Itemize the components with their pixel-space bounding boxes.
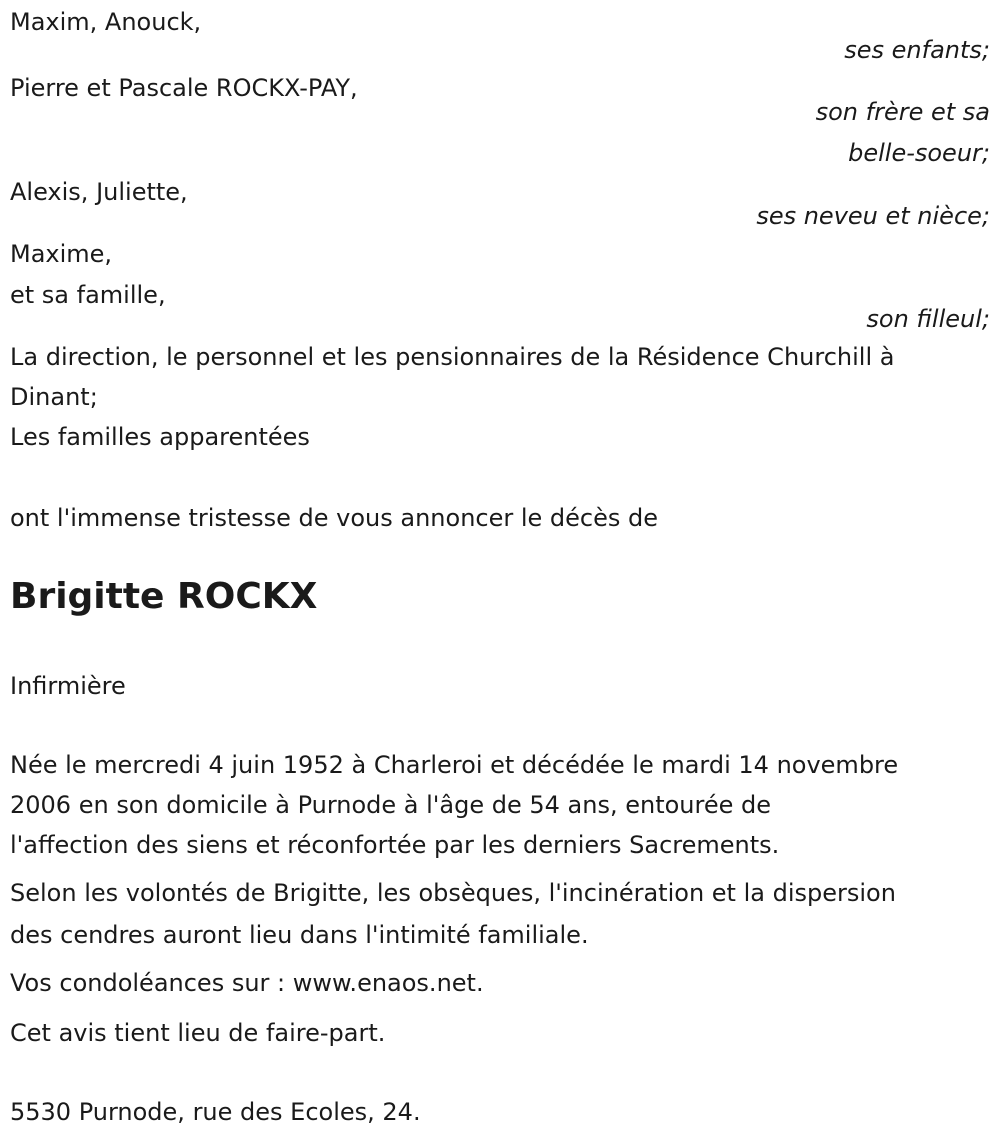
funeral-wishes-line2: des cendres auront lieu dans l'intimité familiale. [10,921,589,949]
condolences-text: Vos condoléances sur : www.enaos.net. [10,969,484,997]
address: 5530 Purnode, rue des Ecoles, 24. [10,1098,421,1126]
family-children-role: ses enfants; [844,36,990,64]
family-nephew-role: ses neveu et nièce; [756,202,990,230]
family-nephew-names: Alexis, Juliette, [10,178,188,206]
family-sibling-role-line2: belle-soeur; [848,139,990,167]
family-children-names: Maxim, Anouck, [10,8,202,36]
birth-death-details-line2: 2006 en son domicile à Purnode à l'âge de 54 ans, entourée de [10,791,771,819]
residence-staff-line1: La direction, le personnel et les pensionnaires de la Résidence Churchill à [10,343,895,371]
birth-death-details-line1: Née le mercredi 4 juin 1952 à Charleroi et décédée le mardi 14 novembre [10,751,899,779]
funeral-wishes-line1: Selon les volontés de Brigitte, les obsèques, l'incinération et la dispersion [10,879,896,907]
birth-death-details-line3: l'affection des siens et réconfortée par les derniers Sacrements. [10,831,780,859]
family-sibling-names: Pierre et Pascale ROCKX-PAY, [10,74,358,102]
notice-text: Cet avis tient lieu de faire-part. [10,1019,386,1047]
announcement-text: ont l'immense tristesse de vous annoncer le décès de [10,504,659,532]
deceased-name: Brigitte ROCKX [10,576,318,617]
profession: Infirmière [10,672,126,700]
family-godchild-name: Maxime, [10,240,113,268]
related-families: Les familles apparentées [10,423,310,451]
family-sibling-role-line1: son frère et sa [815,98,990,126]
residence-staff-line2: Dinant; [10,383,98,411]
family-godchild-family: et sa famille, [10,281,166,309]
family-godchild-role: son filleul; [866,305,990,333]
